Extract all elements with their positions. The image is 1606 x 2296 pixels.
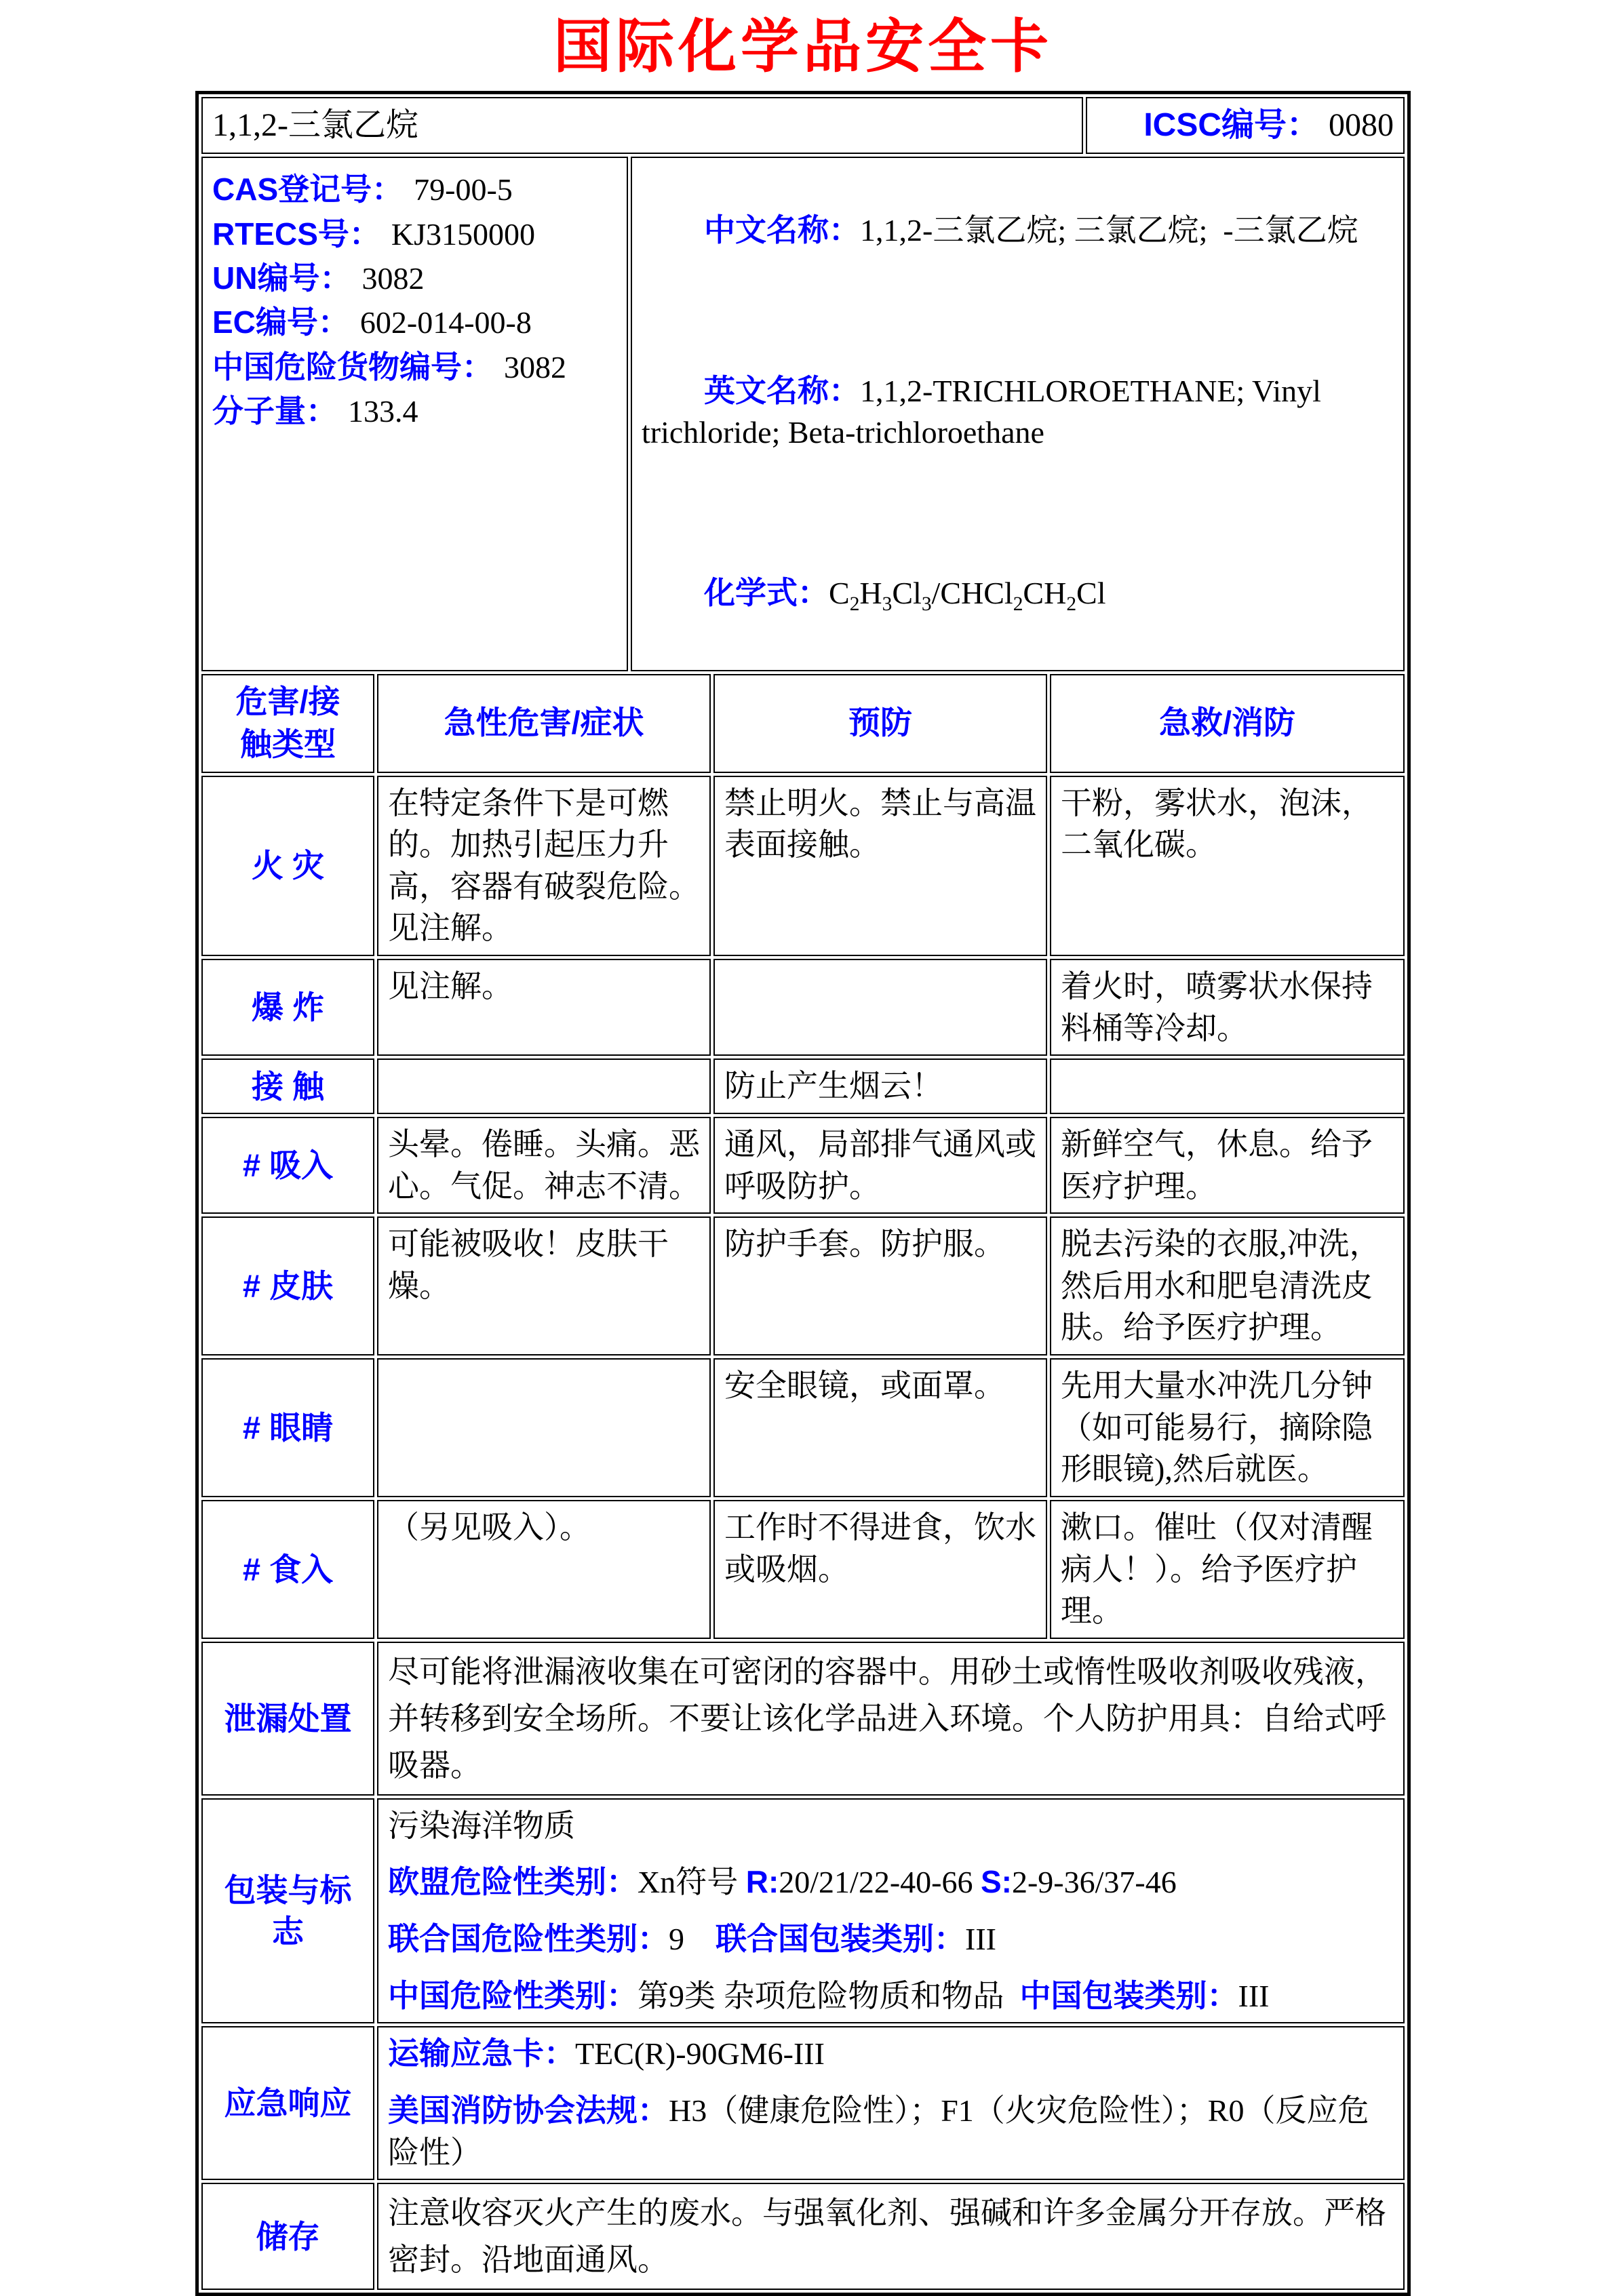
- spill-section: [201, 1642, 1405, 1796]
- marine-pollutant-line: [388, 1805, 1394, 1847]
- packaging-text: [377, 1798, 1405, 2024]
- header-hazard-type: 危害/接触类型: [201, 674, 374, 773]
- text-segment: III: [1238, 1978, 1270, 2013]
- chinese-name-label: 中文名称：: [704, 212, 860, 248]
- hazard-row-eyes: [201, 1358, 1405, 1497]
- storage-section: [201, 2183, 1405, 2290]
- icsc-card: [195, 91, 1411, 2296]
- text-segment: 20/21/22-40-66: [779, 1865, 981, 1900]
- cas-label: CAS登记号：: [212, 172, 404, 207]
- text-segment: S:: [980, 1864, 1012, 1900]
- text-segment: 第9类 杂项危险物质和物品: [638, 1978, 1020, 2013]
- symptom-cell: 可能被吸收！皮肤干燥。: [377, 1216, 711, 1355]
- un-classification-line: [388, 1918, 1394, 1960]
- first-aid-cell: 着火时，喷雾状水保持料桶等冷却。: [1050, 959, 1405, 1056]
- row-label-eyes: # 眼睛: [201, 1358, 374, 1497]
- rtecs-number-line: [212, 212, 617, 256]
- first-aid-cell: 脱去污染的衣服,冲洗，然后用水和肥皂清洗皮肤。给予医疗护理。: [1050, 1216, 1405, 1355]
- nfpa-code-line: [388, 2090, 1394, 2173]
- cas-number-line: [212, 167, 617, 212]
- prevention-cell: 禁止明火。禁止与高温表面接触。: [713, 776, 1047, 957]
- row-label-explosion: 爆 炸: [201, 959, 374, 1056]
- text-segment: R:: [745, 1864, 779, 1900]
- row-label-fire: 火 灾: [201, 776, 374, 957]
- hazard-table: [201, 674, 1405, 773]
- molecular-weight-label: 分子量：: [212, 393, 337, 429]
- prevention-cell: [713, 959, 1047, 1056]
- text-segment: 联合国危险性类别：: [388, 1921, 669, 1956]
- packaging-label: 包装与标志: [201, 1798, 374, 2024]
- emergency-response-section: [201, 2026, 1405, 2180]
- english-name-value: 1,1,2-TRICHLOROETHANE; Vinyl trichloride; Beta-trichloroethane: [642, 373, 1329, 450]
- prevention-cell: 安全眼镜，或面罩。: [713, 1358, 1047, 1497]
- un-value: 3082: [361, 260, 425, 296]
- storage-label: 储存: [201, 2183, 374, 2290]
- symptom-cell: 头晕。倦睡。头痛。恶心。气促。神志不清。: [377, 1117, 711, 1214]
- english-name-label: 英文名称：: [704, 372, 860, 408]
- symptom-cell: 见注解。: [377, 959, 711, 1056]
- text-segment: 9: [669, 1922, 716, 1956]
- text-segment: 欧盟危险性类别：: [388, 1864, 638, 1900]
- formula-label: 化学式：: [704, 575, 829, 611]
- rtecs-value: KJ3150000: [391, 216, 536, 252]
- english-name-line: [642, 328, 1394, 496]
- storage-text: 注意收容灭火产生的废水。与强氧化剂、强碱和许多金属分开存放。严格密封。沿地面通风。: [377, 2183, 1405, 2290]
- text-segment: Xn符号: [638, 1865, 746, 1900]
- page-title: 国际化学品安全卡: [553, 14, 1053, 79]
- icsc-number: 0080: [1329, 107, 1394, 143]
- text-segment: III: [965, 1922, 996, 1956]
- identifier-list: [201, 157, 628, 671]
- text-segment: 美国消防协会法规：: [388, 2092, 669, 2128]
- first-aid-cell: 先用大量水冲洗几分钟（如可能易行，摘除隐形眼镜),然后就医。: [1050, 1358, 1405, 1497]
- ec-number-line: [212, 300, 617, 344]
- row-label-inhalation: # 吸入: [201, 1117, 374, 1214]
- chinese-name-value: 1,1,2-三氯乙烷; 三氯乙烷; -三氯乙烷: [860, 212, 1358, 248]
- row-label-skin: # 皮肤: [201, 1216, 374, 1355]
- text-segment: 运输应急卡：: [388, 2036, 575, 2072]
- hazard-row-explosion: [201, 959, 1405, 1056]
- header-prevention: 预防: [713, 674, 1047, 773]
- symptom-cell: [377, 1058, 711, 1114]
- row-label-ingestion: # 食入: [201, 1500, 374, 1639]
- names-cell: [631, 157, 1405, 671]
- china-dg-number-line: [212, 345, 617, 389]
- header-first-aid: 急救/消防: [1050, 674, 1405, 773]
- un-label: UN编号：: [212, 260, 351, 296]
- rtecs-label: RTECS号：: [212, 216, 380, 252]
- eu-classification-line: [388, 1861, 1394, 1903]
- spill-text: 尽可能将泄漏液收集在可密闭的容器中。用砂土或惰性吸收剂吸收残液，并转移到安全场所。不要让该化学品进入环境。个人防护用具：自给式呼吸器。: [377, 1642, 1405, 1796]
- transport-emergency-card-line: [388, 2033, 1394, 2075]
- icsc-number-cell: [1086, 97, 1405, 154]
- molecular-weight-line: [212, 389, 617, 433]
- hazard-row-contact: [201, 1058, 1405, 1114]
- prevention-cell: 通风，局部排气通风或呼吸防护。: [713, 1117, 1047, 1214]
- text-segment: 中国包装类别：: [1019, 1977, 1238, 2013]
- spill-label: 泄漏处置: [201, 1642, 374, 1796]
- un-number-line: [212, 256, 617, 300]
- row-label-contact: 接 触: [201, 1058, 374, 1114]
- first-aid-cell: [1050, 1058, 1405, 1114]
- text-segment: TEC(R)-90GM6-III: [575, 2036, 825, 2072]
- chemical-name: 1,1,2-三氯乙烷: [201, 97, 1083, 154]
- header-symptoms: 急性危害/症状: [377, 674, 711, 773]
- prevention-cell: 防止产生烟云！: [713, 1058, 1047, 1114]
- prevention-cell: 工作时不得进食，饮水或吸烟。: [713, 1500, 1047, 1639]
- ec-value: 602-014-00-8: [359, 305, 532, 340]
- china-dg-label: 中国危险货物编号：: [212, 349, 493, 384]
- icsc-label: ICSC编号：: [1143, 107, 1319, 143]
- text-segment: 联合国包装类别：: [716, 1921, 965, 1956]
- first-aid-cell: 新鲜空气，休息。给予医疗护理。: [1050, 1117, 1405, 1214]
- prevention-cell: 防护手套。防护服。: [713, 1216, 1047, 1355]
- hazard-row-ingestion: [201, 1500, 1405, 1639]
- first-aid-cell: 漱口。催吐（仅对清醒病人！）。给予医疗护理。: [1050, 1500, 1405, 1639]
- first-aid-cell: 干粉，雾状水，泡沫，二氧化碳。: [1050, 776, 1405, 957]
- identity-row: [201, 157, 1405, 671]
- chinese-name-line: [642, 167, 1394, 293]
- molecular-weight-value: 133.4: [348, 393, 418, 429]
- card-header-row: [201, 97, 1405, 154]
- hazard-row-skin: [201, 1216, 1405, 1355]
- text-segment: 中国危险性类别：: [388, 1977, 638, 2013]
- formula-value: $C_2H_3Cl_3/CHCl_2CH_2Cl$: [829, 576, 1106, 616]
- china-classification-line: [388, 1975, 1394, 2017]
- icsc-page: [0, 14, 1606, 2296]
- emergency-response-label: 应急响应: [201, 2026, 374, 2180]
- packaging-section: [201, 1798, 1405, 2024]
- cas-value: 79-00-5: [414, 172, 513, 207]
- formula-line: [642, 531, 1394, 660]
- text-segment: 污染海洋物质: [388, 1808, 575, 1843]
- emergency-response-text: [377, 2026, 1405, 2180]
- hazard-row-fire: [201, 776, 1405, 957]
- symptom-cell: [377, 1358, 711, 1497]
- ec-label: EC编号：: [212, 304, 349, 340]
- text-segment: 2-9-36/37-46: [1011, 1865, 1177, 1900]
- text-segment: H3（健康危险性）；F1（火灾危险性）；R0（反应危险性）: [388, 2093, 1369, 2170]
- symptom-cell: 在特定条件下是可燃的。加热引起压力升高，容器有破裂危险。见注解。: [377, 776, 711, 957]
- china-dg-value: 3082: [504, 349, 566, 384]
- symptom-cell: （另见吸入）。: [377, 1500, 711, 1639]
- hazard-row-inhalation: [201, 1117, 1405, 1214]
